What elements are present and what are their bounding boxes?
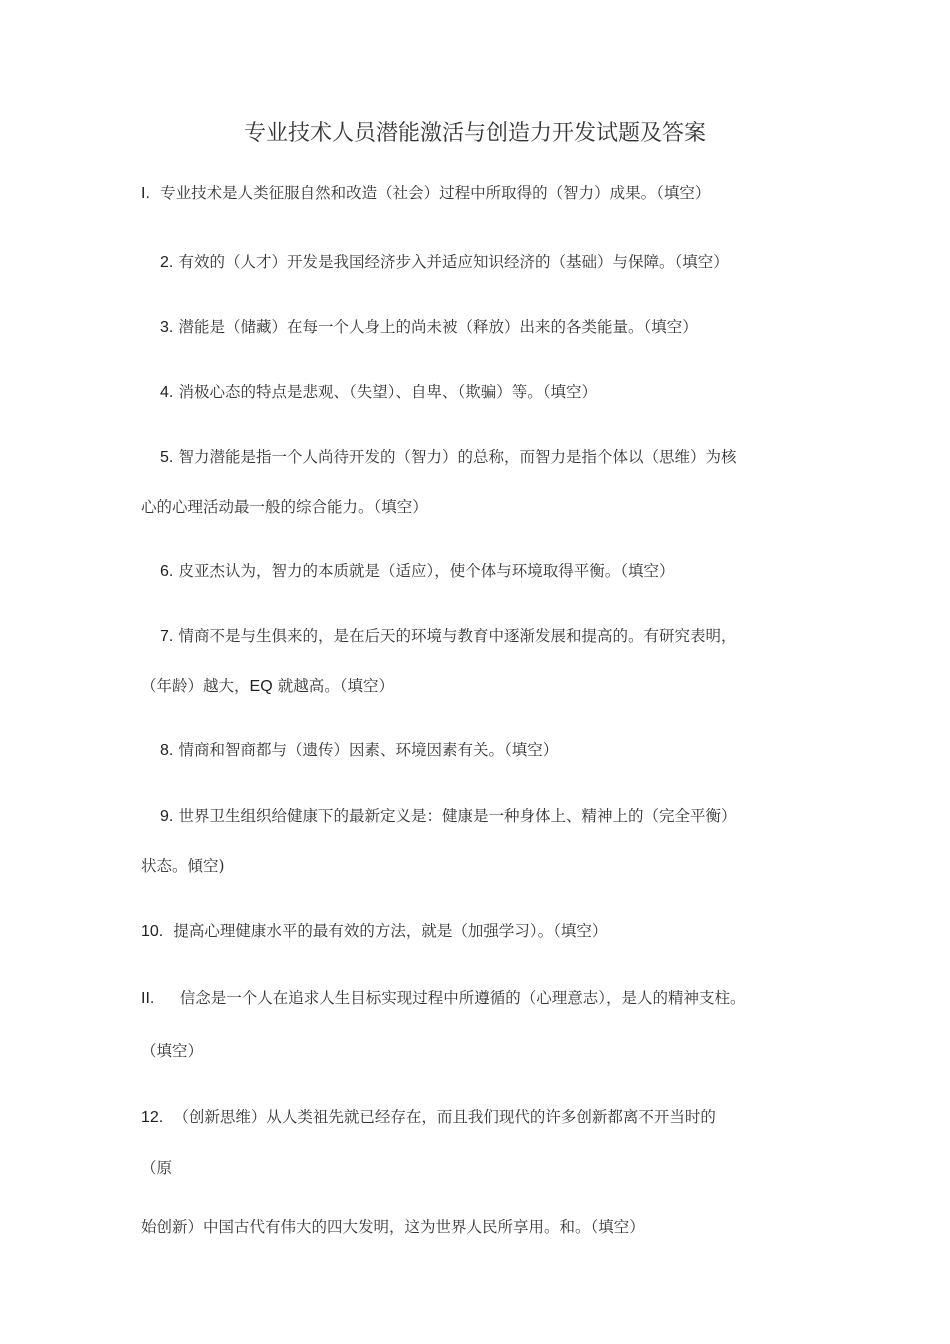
question-2	[160, 251, 729, 274]
question-number: I.	[141, 185, 150, 202]
question-text: 潜能是（储藏）在每一个人身上的尚未被（释放）出来的各类能量。（填空）	[178, 318, 698, 336]
question-9-continuation: 状态。傾空)	[141, 857, 225, 875]
question-number: 12.	[141, 1109, 164, 1126]
question-7-continuation	[141, 675, 394, 698]
question-text: （创新思维）从人类祖先就已经存在，而且我们现代的许多创新都离不开当时的	[173, 1108, 716, 1126]
question-3	[160, 316, 698, 339]
question-number: 6.	[160, 563, 174, 580]
question-9	[160, 805, 736, 828]
question-7	[160, 625, 736, 648]
question-1	[141, 182, 710, 205]
document-title: 专业技术人员潜能激活与创造力开发试题及答案	[243, 121, 706, 146]
question-number: 9.	[160, 808, 174, 825]
question-number: 2.	[160, 254, 174, 271]
question-text: 提高心理健康水平的最有效的方法，就是（加强学习）。（填空）	[173, 922, 608, 940]
question-12-continuation-2: 始创新）中国古代有伟大的四大发明，这为世界人民所享用。和。（填空）	[141, 1218, 645, 1236]
question-number: 8.	[160, 742, 174, 759]
question-text: 消极心态的特点是悲观、（失望）、自卑、（欺骗）等。（填空）	[178, 383, 597, 401]
question-number: 10.	[141, 923, 164, 940]
question-text: 情商不是与生俱来的，是在后天的环境与教育中逐渐发展和提高的。有研究表明，	[178, 627, 737, 645]
question-10	[141, 920, 607, 943]
question-text: 皮亚杰认为，智力的本质就是（适应），使个体与环境取得平衡。（填空）	[178, 562, 675, 580]
question-text: 信念是一个人在追求人生目标实现过程中所遵循的（心理意志），是人的精神支柱。	[179, 989, 746, 1007]
question-number: 5.	[160, 449, 174, 466]
question-6	[160, 560, 674, 583]
question-8	[160, 739, 558, 762]
continuation-text: 就越高。（填空）	[277, 677, 394, 695]
question-text: 情商和智商都与（遗传）因素、环境因素有关。（填空）	[178, 741, 559, 759]
question-5-continuation: 心的心理活动最一般的综合能力。（填空）	[141, 498, 428, 516]
question-text: 有效的（人才）开发是我国经济步入并适应知识经济的（基础）与保障。（填空）	[178, 253, 729, 271]
question-12	[141, 1106, 716, 1129]
continuation-text: （年龄）越大，	[141, 677, 250, 695]
continuation-eq: EQ	[249, 678, 273, 695]
question-number: 4.	[160, 384, 174, 401]
question-11-continuation: （填空）	[141, 1042, 204, 1060]
question-12-continuation: （原	[141, 1159, 173, 1177]
question-text: 智力潜能是指一个人尚待开发的（智力）的总称，而智力是指个体以（思维）为核	[178, 448, 737, 466]
question-number: 7.	[160, 628, 174, 645]
question-text: 专业技术是人类征服自然和改造（社会）过程中所取得的（智力）成果。（填空）	[160, 184, 711, 202]
question-5	[160, 446, 736, 469]
question-4	[160, 381, 597, 404]
question-number: II.	[141, 990, 155, 1007]
question-text: 世界卫生组织给健康下的最新定义是：健康是一种身体上、精神上的（完全平衡）	[178, 807, 737, 825]
question-11	[141, 987, 746, 1010]
question-number: 3.	[160, 319, 174, 336]
